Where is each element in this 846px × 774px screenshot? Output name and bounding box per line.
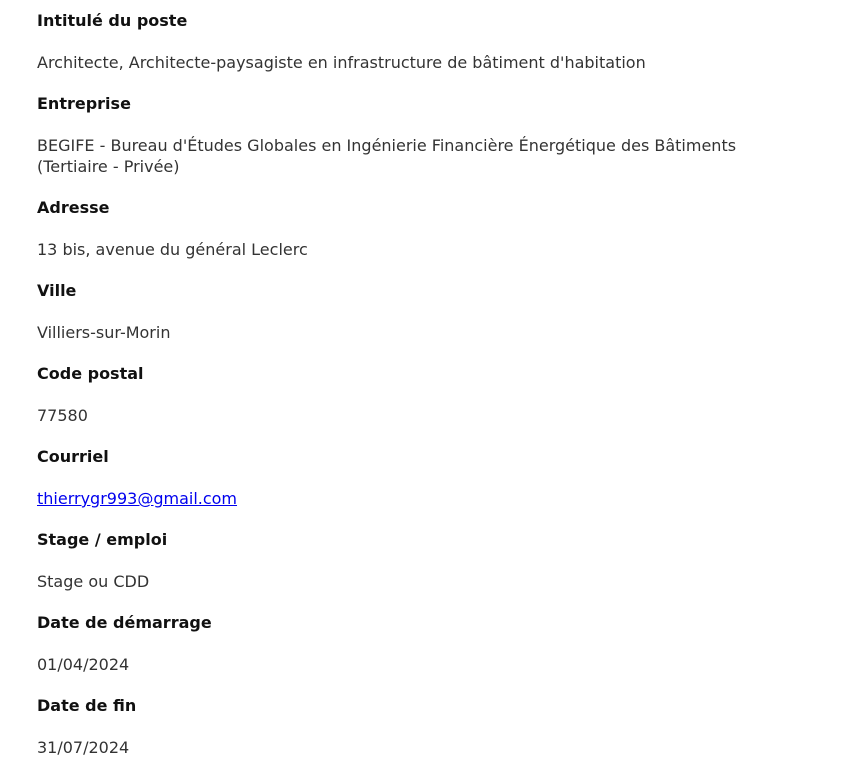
field-city bbox=[37, 280, 846, 343]
address-value: 13 bis, avenue du général Leclerc bbox=[37, 240, 308, 259]
start-date-value: 01/04/2024 bbox=[37, 655, 130, 674]
postal-code-value: 77580 bbox=[37, 406, 88, 425]
field-company bbox=[37, 93, 846, 177]
company-value: BEGIFE - Bureau d'Études Globales en Ingénierie Financière Énergétique des Bâtiments (Tertiaire - Privée) bbox=[37, 136, 737, 176]
email-link[interactable]: thierrygr993@gmail.com bbox=[37, 489, 238, 508]
postal-code-label: Code postal bbox=[37, 364, 144, 383]
field-start-date bbox=[37, 612, 846, 675]
end-date-label: Date de fin bbox=[37, 696, 137, 715]
end-date-value: 31/07/2024 bbox=[37, 738, 130, 757]
company-label: Entreprise bbox=[37, 94, 131, 113]
field-job-title bbox=[37, 10, 846, 73]
email-label: Courriel bbox=[37, 447, 109, 466]
field-address bbox=[37, 197, 846, 260]
job-title-value: Architecte, Architecte-paysagiste en infrastructure de bâtiment d'habitation bbox=[37, 53, 646, 72]
position-type-value: Stage ou CDD bbox=[37, 572, 150, 591]
field-postal-code bbox=[37, 363, 846, 426]
address-label: Adresse bbox=[37, 198, 110, 217]
field-end-date bbox=[37, 695, 846, 758]
city-value: Villiers-sur-Morin bbox=[37, 323, 171, 342]
start-date-label: Date de démarrage bbox=[37, 613, 212, 632]
position-type-label: Stage / emploi bbox=[37, 530, 168, 549]
field-position-type bbox=[37, 529, 846, 592]
city-label: Ville bbox=[37, 281, 77, 300]
job-title-label: Intitulé du poste bbox=[37, 11, 188, 30]
field-email bbox=[37, 446, 846, 509]
